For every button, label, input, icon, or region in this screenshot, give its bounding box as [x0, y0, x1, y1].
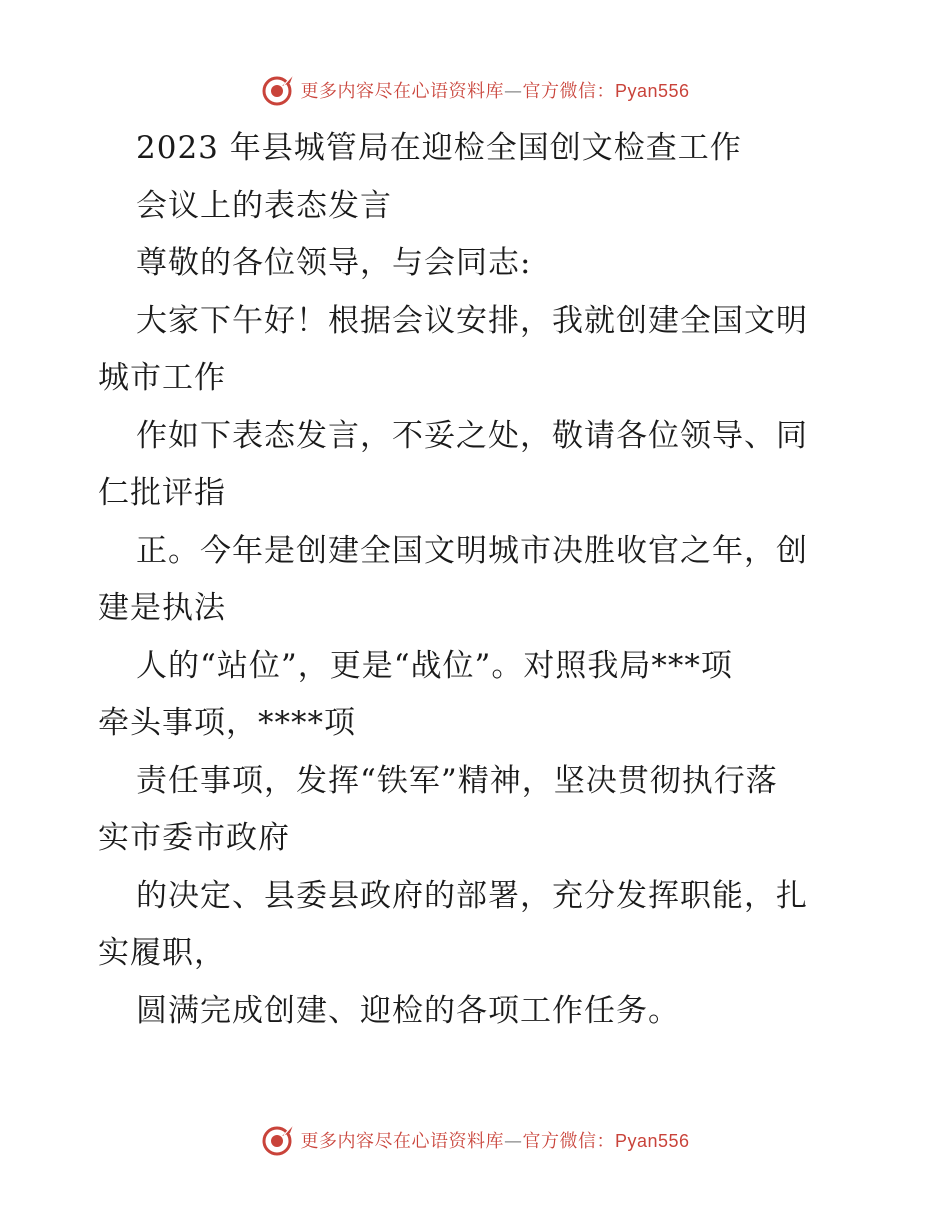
- title-line-2: 会议上的表态发言: [136, 187, 392, 224]
- paragraph-line: 正。今年是创建全国文明城市决胜收官之年，创: [136, 532, 808, 569]
- banner-text: 更多内容尽在心语资料库—官方微信：Pyan556: [300, 1131, 690, 1152]
- salutation: 尊敬的各位领导，与会同志:: [136, 245, 532, 281]
- paragraph-line: 作如下表态发言，不妥之处，敬请各位领导、同: [136, 417, 808, 454]
- header-banner: [0, 70, 950, 110]
- paragraph-line: 建是执法: [98, 590, 226, 626]
- paragraph-line: 责任事项，发挥“铁军”精神，坚决贯彻执行落: [136, 762, 778, 799]
- paragraph-line: 仁批评指: [98, 475, 226, 511]
- paragraph-line: 人的“站位”，更是“战位”。对照我局***项: [136, 647, 733, 684]
- paragraph-line: 的决定、县委县政府的部署，充分发挥职能，扎: [136, 877, 808, 914]
- paragraph-line: 实履职，: [98, 935, 226, 971]
- quill-logo-icon: [260, 72, 296, 108]
- paragraph-line: 城市工作: [98, 360, 226, 396]
- document-body: [98, 120, 858, 1040]
- quill-logo-icon: [260, 1122, 296, 1158]
- paragraph-line: 大家下午好！根据会议安排，我就创建全国文明: [136, 302, 808, 339]
- paragraph-line: 实市委市政府: [98, 820, 290, 856]
- paragraph-line: 牵头事项，****项: [98, 705, 356, 741]
- title-line-1: 2023 年县城管局在迎检全国创文检查工作: [136, 130, 742, 166]
- paragraph-line: 圆满完成创建、迎检的各项工作任务。: [136, 992, 680, 1029]
- banner-text: 更多内容尽在心语资料库—官方微信：Pyan556: [300, 81, 690, 102]
- footer-banner: [0, 1120, 950, 1160]
